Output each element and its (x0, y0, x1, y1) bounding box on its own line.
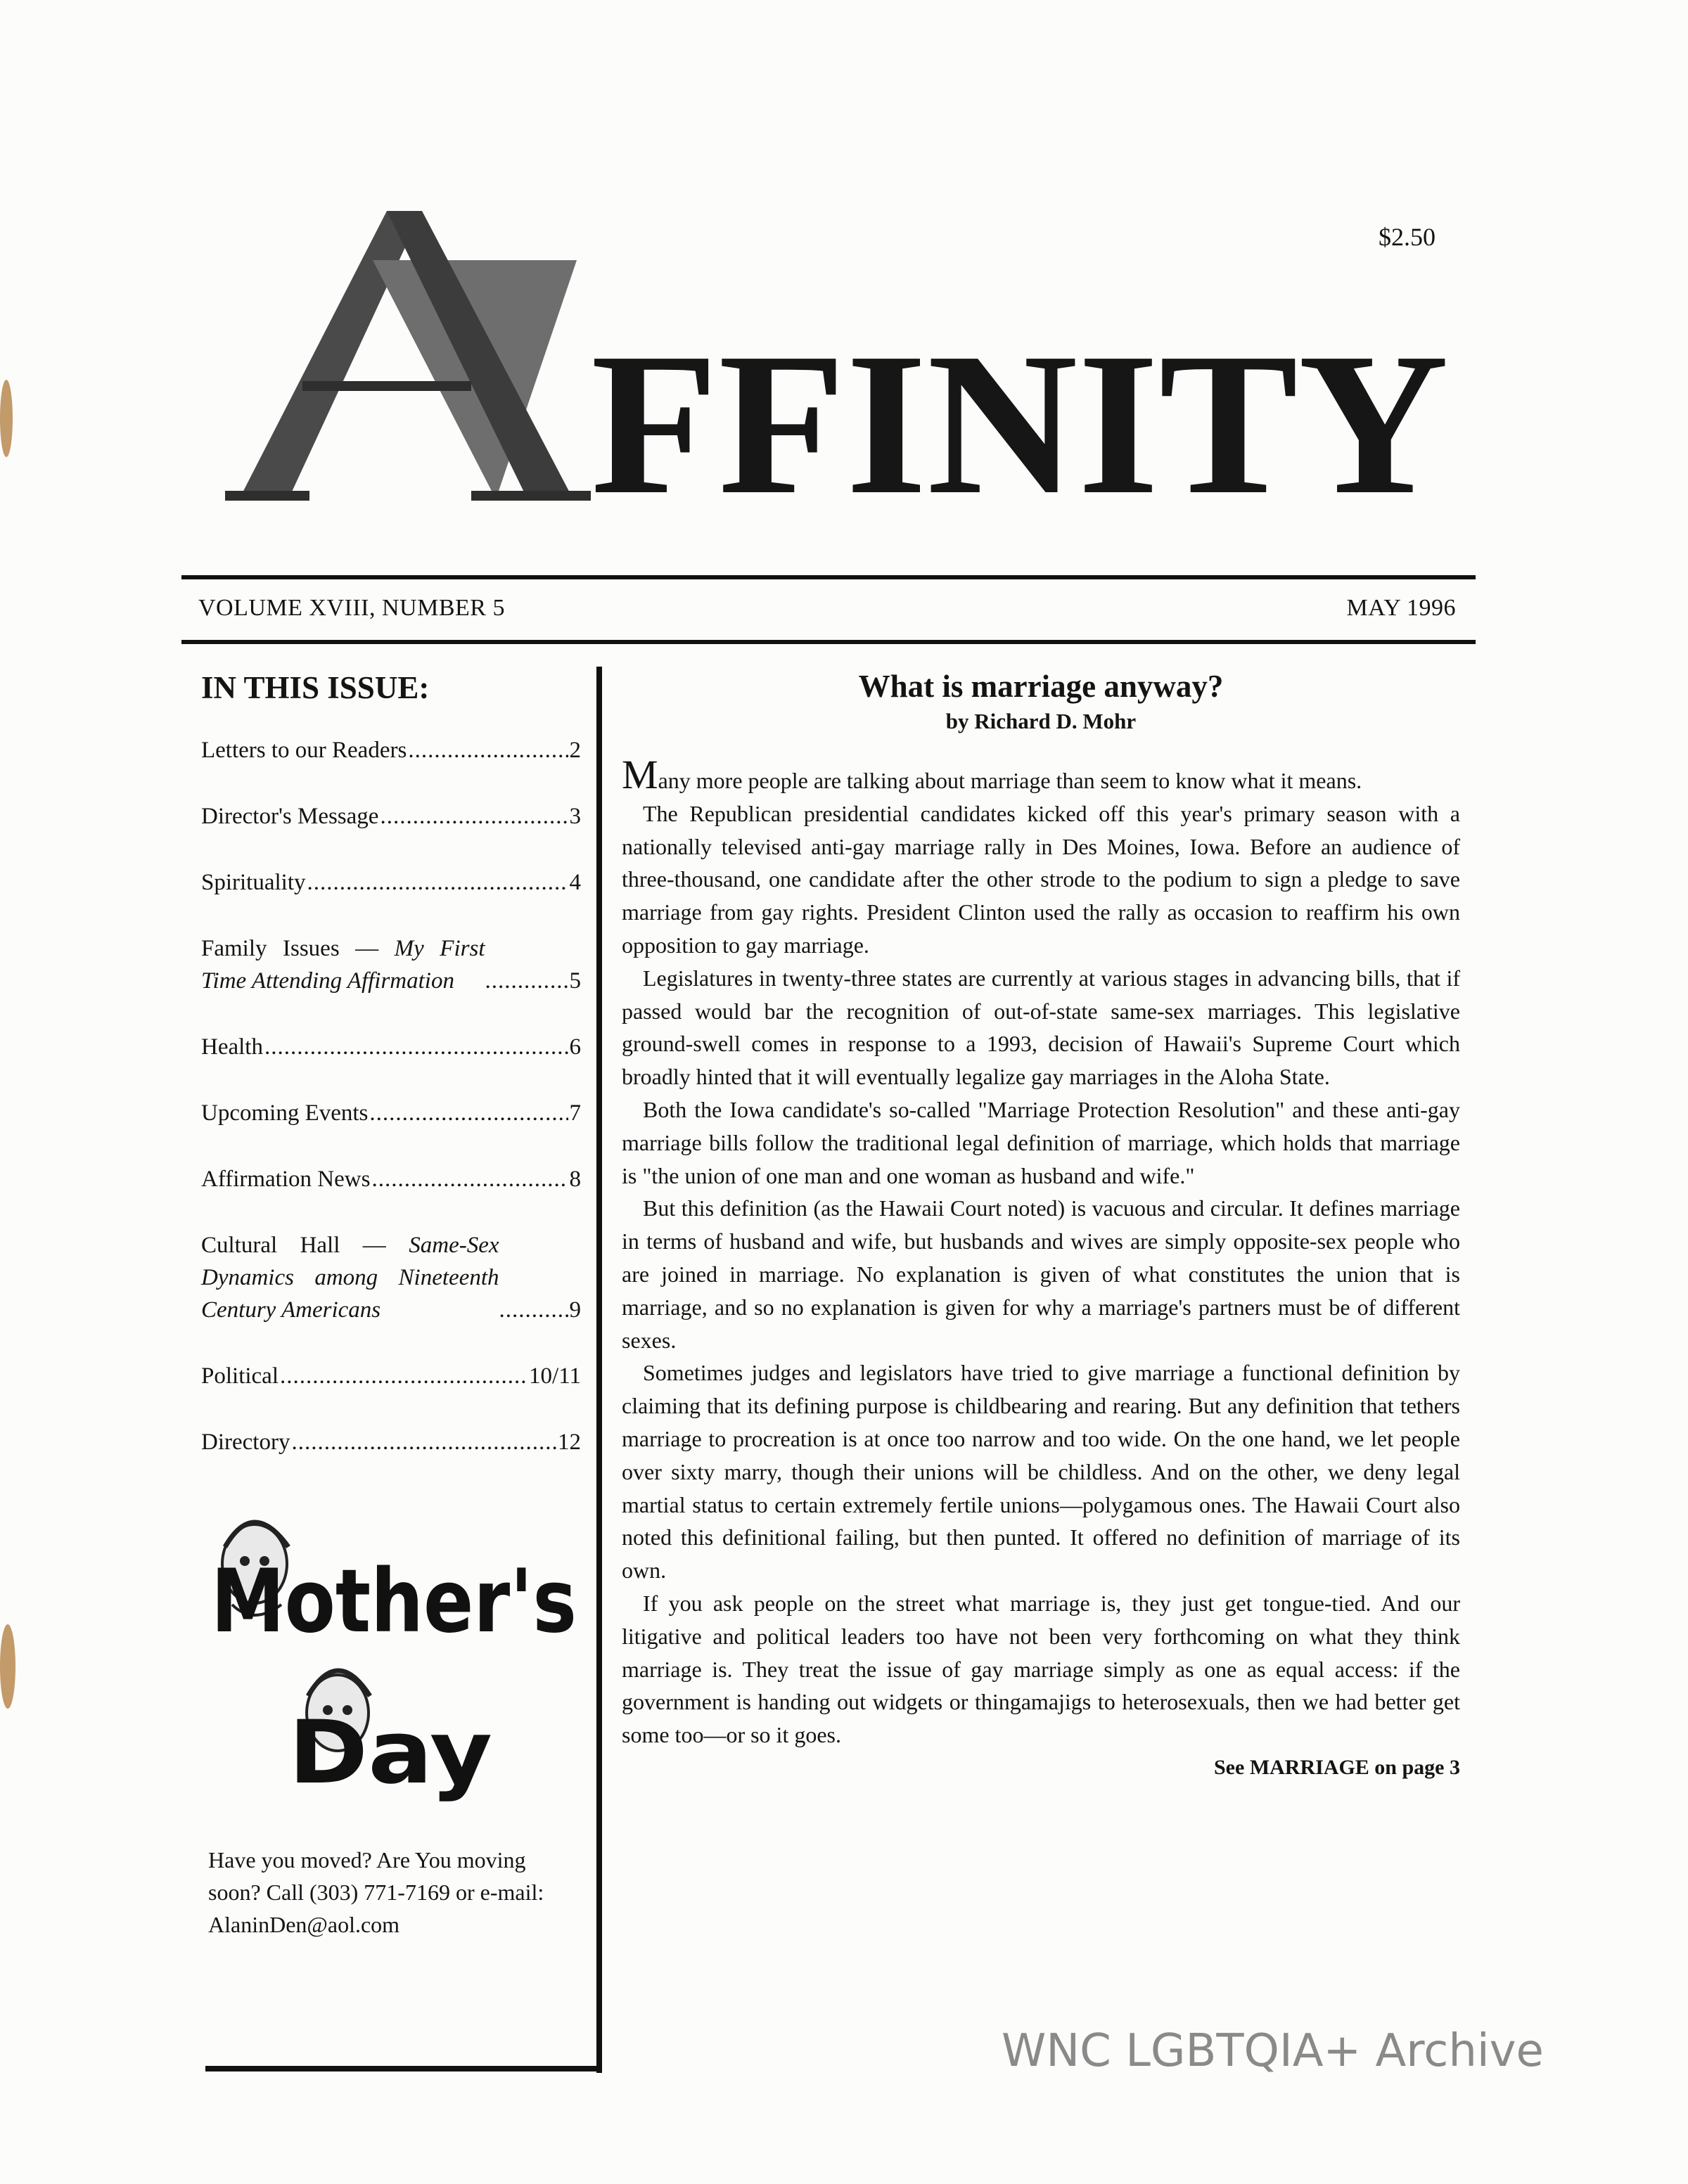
address-change-notice: Have you moved? Are You moving soon? Call (303) 771-7169 or e-mail: AlaninDen@aol.com (208, 1847, 544, 1937)
toc-item (201, 1097, 581, 1129)
logo-a-crossbar (302, 381, 471, 391)
toc-label: Spirituality (201, 870, 306, 895)
paper-stain (0, 380, 13, 457)
toc-leader-dots (499, 1294, 570, 1326)
paper-stain (0, 1624, 15, 1709)
logo-a-foot-right (471, 491, 591, 501)
article-paragraph: Many more people are talking about marriage than seem to know what it means. (622, 752, 1362, 797)
toc-item (201, 866, 581, 899)
toc-leader-dots (369, 1097, 568, 1129)
sidebar-right-border (596, 667, 602, 2073)
toc-page: 3 (569, 804, 581, 829)
toc-page: 12 (558, 1430, 581, 1455)
in-this-issue-sidebar (201, 661, 581, 1492)
toc-page: 8 (569, 1167, 581, 1192)
toc-page: 7 (569, 1100, 581, 1126)
volume-number: VOLUME XVIII, NUMBER 5 (198, 595, 505, 621)
toc-leader-dots (291, 1426, 556, 1458)
mothers-day-graphic (204, 1512, 584, 1807)
continued-link[interactable]: See MARRIAGE on page 3 (1214, 1755, 1460, 1779)
toc-label-italic: My First Time Attending Affirmation (201, 936, 485, 994)
toc-leader-dots (371, 1163, 568, 1195)
toc-leader-dots (307, 866, 568, 899)
article-paragraph: If you ask people on the street what marriage is, they just get tongue-tied. And our litigative and political leaders too have not been very forthcoming on what they think marriage is. They treat the issue of gay marriage simply as one as equal access: if the government is handing out widgets or thingamajigs to heterosexuals, then we had better get some too—or so it goes. (622, 1590, 1460, 1748)
logo-a-left-stroke (239, 211, 422, 499)
toc-page: 6 (569, 1034, 581, 1060)
toc-label: Directory (201, 1430, 290, 1455)
toc-page: 10/11 (529, 1363, 581, 1389)
toc-page: 9 (569, 1297, 581, 1323)
logo-a-foot-left (225, 491, 309, 501)
issue-date: MAY 1996 (1346, 595, 1456, 621)
toc-label: Letters to our Readers (201, 738, 407, 763)
toc-label: Cultural Hall — (201, 1233, 409, 1258)
toc-item (201, 1163, 581, 1195)
toc-leader-dots (264, 1031, 568, 1063)
toc-label: Political (201, 1363, 279, 1389)
toc-label: Director's Message (201, 804, 379, 829)
article-paragraph: The Republican presidential candidates kicked off this year's primary season with a nationally televised anti-gay marriage rally in Des Moines, Iowa. Before an audience of three-thousand, one candidate after the other strode to the podium to sign a pledge to save marriage from gay rights. President Clinton used the rally as occasion to reaffirm his own opposition to gay marriage. (622, 800, 1460, 958)
masthead-bottom-rule (181, 640, 1476, 644)
mothers-day-line2: Day (288, 1702, 492, 1804)
sidebar-bottom-border (205, 2066, 602, 2071)
affinity-logo (211, 197, 1463, 506)
toc-item (201, 734, 581, 766)
toc-label: Family Issues — (201, 936, 395, 961)
toc-leader-dots (380, 800, 568, 833)
toc-item (201, 800, 581, 833)
toc-leader-dots (485, 965, 570, 997)
article-paragraph: But this definition (as the Hawaii Court noted) is vacuous and circular. It defines marriage in terms of husband and wife, but husbands and wives are simply opposite-sex people who are joined in marriage. No explanation is given of what constitutes the union that is marriage, and so no explanation is given for why a marriage's partners must be of different sexes. (622, 1195, 1460, 1353)
toc-leader-dots (408, 734, 568, 766)
article-paragraph: Legislatures in twenty-three states are currently at various stages in advancing bills, that if passed would bar the recognition of out-of-state same-sex marriages. This legislative ground-swell comes in response to a 1993, decision of Hawaii's Supreme Court which broadly hinted that it will eventually legalize gay marriages in the Aloha State. (622, 965, 1460, 1090)
lead-article (622, 661, 1460, 1780)
article-body (622, 752, 1460, 1752)
toc-label: Affirmation News (201, 1167, 371, 1192)
article-paragraph: Both the Iowa candidate's so-called "Marriage Protection Resolution" and these anti-gay marriage bills follow the traditional legal definition of marriage, which holds that marriage is "the union of one man and one woman as husband and wife." (622, 1096, 1460, 1188)
drop-cap: M (622, 752, 658, 797)
article-byline: by Richard D. Mohr (945, 709, 1137, 733)
toc-item (201, 1031, 581, 1063)
toc-page: 5 (569, 968, 581, 994)
masthead-top-rule (181, 575, 1476, 579)
toc-leader-dots (280, 1360, 528, 1392)
toc-item (201, 932, 581, 997)
toc-item (201, 1360, 581, 1392)
toc-page: 4 (569, 870, 581, 895)
article-title: What is marriage anyway? (858, 669, 1224, 704)
toc-label-italic: Same-Sex Dynamics among Nineteenth Century Americans (201, 1233, 499, 1323)
toc-item (201, 1229, 581, 1326)
toc-label: Health (201, 1034, 263, 1060)
toc-label: Upcoming Events (201, 1100, 369, 1126)
logo-wordmark: FFINITY (591, 311, 1449, 506)
article-paragraph: Sometimes judges and legislators have tried to give marriage a functional definition by claiming that its defining purpose is childbearing and rearing. But any definition that tethers marriage to procreation is at once too narrow and too wide. On the one hand, we let people over sixty marry, though their unions will be childless. And on the other, we deny legal martial status to certain extremely fertile unions—polygamous ones. The Hawaii Court also noted this definitional failing, but then punted. It offered no definition of marriage of its own. (622, 1360, 1460, 1584)
toc-item (201, 1426, 581, 1458)
cover-price: $2.50 (1379, 223, 1436, 251)
in-this-issue-heading: IN THIS ISSUE: (201, 670, 430, 705)
archive-watermark: WNC LGBTQIA+ Archive (1002, 2025, 1544, 2077)
mothers-day-line1: Mother's (211, 1551, 577, 1652)
toc-page: 2 (569, 738, 581, 763)
